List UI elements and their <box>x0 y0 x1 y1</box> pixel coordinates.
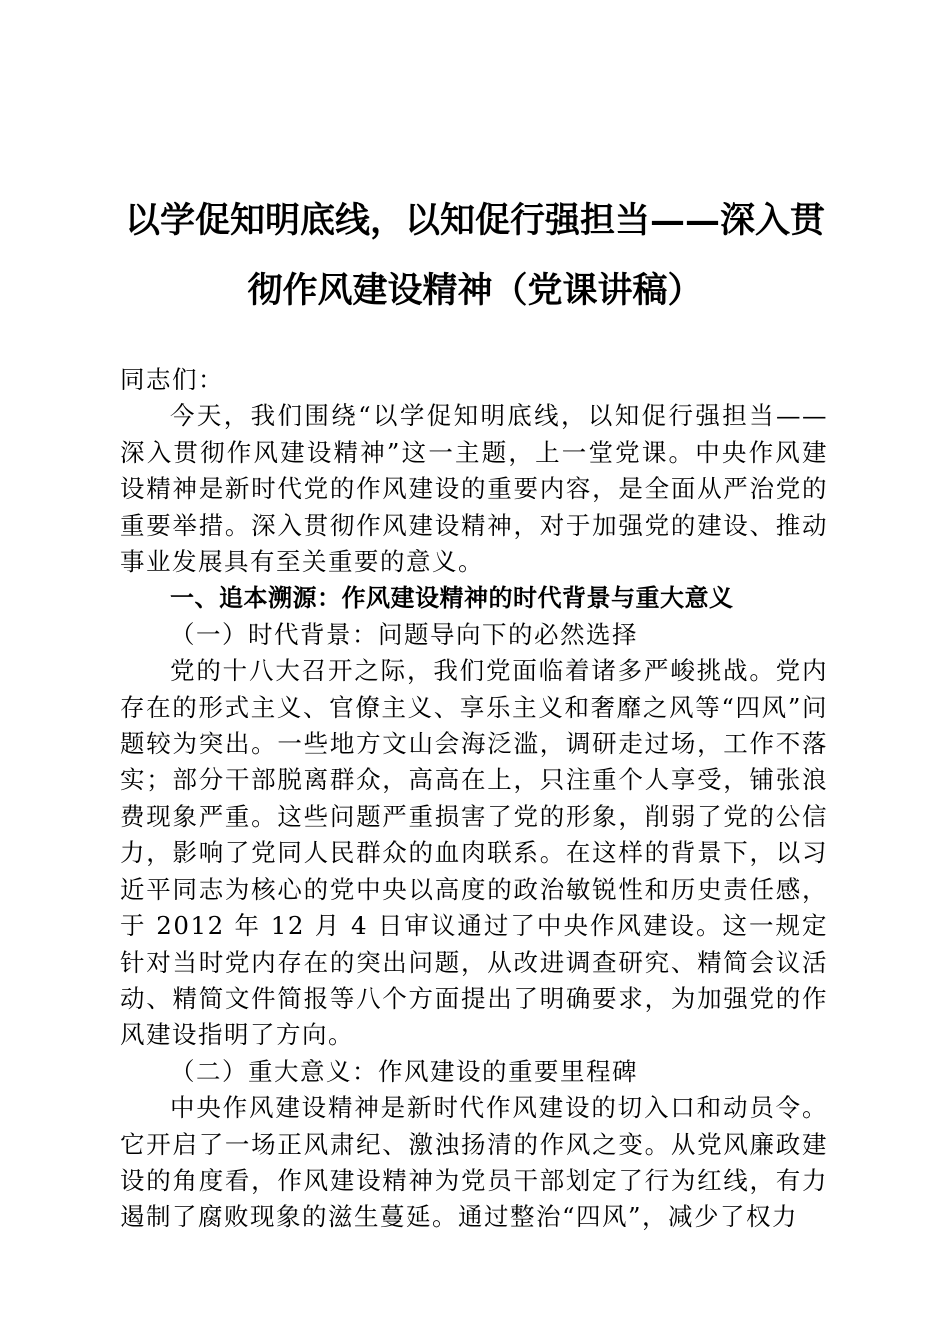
document-title-line-2: 彻作风建设精神（党课讲稿） <box>247 270 703 311</box>
subsection-heading-2: （二）重大意义：作风建设的重要里程碑 <box>170 1056 638 1086</box>
significance-paragraph: 中央作风建设精神是新时代作风建设的切入口和动员令。它开启了一场正风肃纪、激浊扬清的作风之变。从党风廉政建设的角度看，作风建设精神为党员干部划定了行为红线，有力遏制了腐败现象的滋生蔓延。通过整治“四风”，减少了权力 <box>120 1093 828 1232</box>
intro-paragraph: 今天，我们围绕“以学促知明底线，以知促行强担当——深入贯彻作风建设精神”这一主题，上一堂党课。中央作风建设精神是新时代党的作风建设的重要内容，是全面从严治党的重要举措。深入贯彻作风建设精神，对于加强党的建设、推动事业发展具有至关重要的意义。 <box>120 401 828 577</box>
document-title-line-1: 以学促知明底线，以知促行强担当——深入贯 <box>124 200 825 241</box>
subsection-heading-1: （一）时代背景：问题导向下的必然选择 <box>170 619 638 649</box>
salutation: 同志们： <box>120 365 224 394</box>
document-body <box>120 362 828 1236</box>
background-paragraph: 党的十八大召开之际，我们党面临着诸多严峻挑战。党内存在的形式主义、官僚主义、享乐主义和奢靡之风等“四风”问题较为突出。一些地方文山会海泛滥，调研走过场，工作不落实；部分干部脱离群众，高高在上，只注重个人享受，铺张浪费现象严重。这些问题严重损害了党的形象，削弱了党的公信力，影响了党同人民群众的血肉联系。在这样的背景下，以习近平同志为核心的党中央以高度的政治敏锐性和历史责任感，于 2012 年 12 月 4 日审议通过了中央作风建设。这一规定针对当时党内存在的突出问题，从改进调查研究、精简会议活动、精简文件简报等八个方面提出了明确要求，为加强党的作风建设指明了方向。 <box>120 656 828 1050</box>
section-heading-1: 一、追本溯源：作风建设精神的时代背景与重大意义 <box>170 584 734 613</box>
